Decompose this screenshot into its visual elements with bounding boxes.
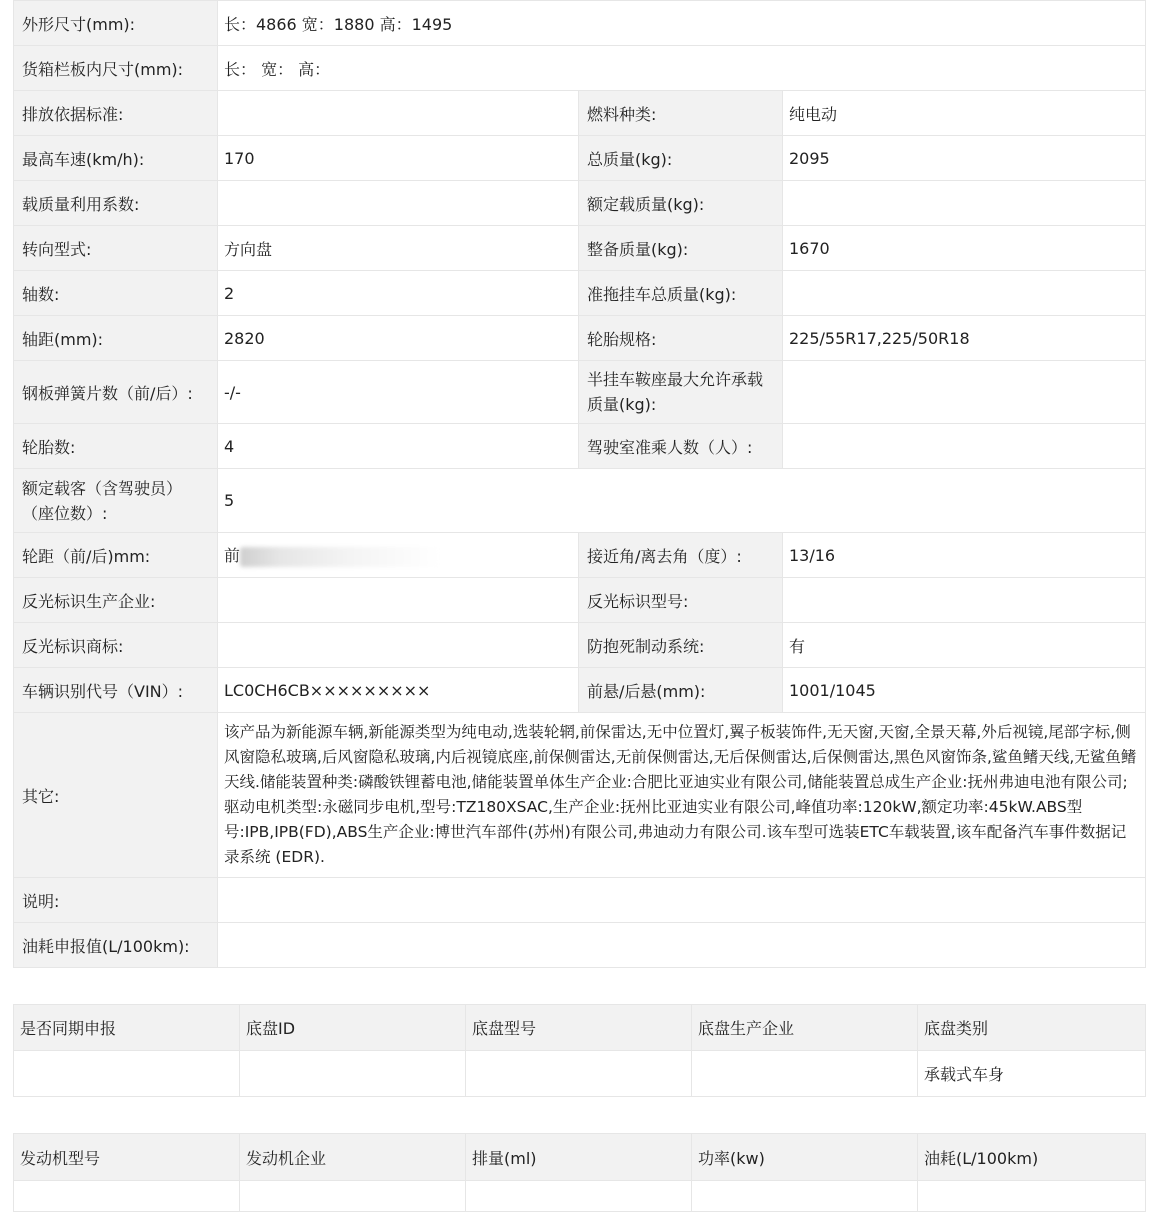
other-value: 该产品为新能源车辆,新能源类型为纯电动,选装轮辋,前保雷达,无中位置灯,翼子板装饰件,无天窗,天窗,全景天幕,外后视镜,尾部字标,侧风窗隐私玻璃,后风窗隐私玻璃,内后视镜底座,前保侧雷达,无前保侧雷达,无后保侧雷达,后保侧雷达,黑色风窗饰条,鲨鱼鳍天线,无鲨鱼鳍天线.储能装置种类:磷酸铁锂蓄电池,储能装置单体生产企业:合肥比亚迪实业有限公司,储能装置总成生产企业:抚州弗迪电池有限公司;驱动电机类型:永磁同步电机,型号:TZ180XSAC,生产企业:抚州比亚迪实业有限公司,峰值功率:120kW,额定功率:45kW.ABS型号:IPB,IPB(FD),ABS生产企业:博世汽车部件(苏州)有限公司,弗迪动力有限公司.该车型可选装ETC车载装置,该车配备汽车事件数据记录系统 (EDR).: [218, 713, 1146, 878]
curb-mass-label: 整备质量(kg):: [579, 226, 783, 271]
overhang-value: 1001/1045: [783, 668, 1146, 713]
vin-value: LC0CH6CB×××××××××: [218, 668, 579, 713]
chassis-cell: 承载式车身: [918, 1051, 1146, 1097]
tire-count-label: 轮胎数:: [14, 424, 218, 469]
abs-value: 有: [783, 623, 1146, 668]
chassis-header-cell: 是否同期申报: [14, 1005, 240, 1051]
fuel-type-label: 燃料种类:: [579, 91, 783, 136]
curb-mass-value: 1670: [783, 226, 1146, 271]
spec-row-speed: [14, 136, 1146, 181]
spec-row-seats: [14, 469, 1146, 533]
chassis-cell: [240, 1051, 466, 1097]
engine-cell: [692, 1181, 918, 1212]
spec-row-load: [14, 181, 1146, 226]
tire-spec-label: 轮胎规格:: [579, 316, 783, 361]
chassis-header-row: [14, 1005, 1146, 1051]
gross-mass-value: 2095: [783, 136, 1146, 181]
spec-row-other: [14, 713, 1146, 878]
emission-label: 排放依据标准:: [14, 91, 218, 136]
chassis-header-cell: 底盘ID: [240, 1005, 466, 1051]
reflect-model-label: 反光标识型号:: [579, 578, 783, 623]
fuel-type-value: 纯电动: [783, 91, 1146, 136]
steering-value: 方向盘: [218, 226, 579, 271]
chassis-header-cell: 底盘类别: [918, 1005, 1146, 1051]
vehicle-spec-page: [13, 0, 1145, 1212]
saddle-label-line2: 质量(kg):: [587, 395, 657, 414]
saddle-label: [579, 361, 783, 424]
chassis-data-row: [14, 1051, 1146, 1097]
engine-cell: [240, 1181, 466, 1212]
engine-cell: [14, 1181, 240, 1212]
engine-cell: [918, 1181, 1146, 1212]
fuel-consumption-label: 油耗申报值(L/100km):: [14, 923, 218, 968]
leaf-spring-label: 钢板弹簧片数（前/后）:: [14, 361, 218, 424]
spec-row-tires: [14, 424, 1146, 469]
cab-passengers-value: [783, 424, 1146, 469]
seats-label-line2: （座位数）:: [22, 503, 108, 523]
chassis-cell: [14, 1051, 240, 1097]
track-value: [218, 533, 579, 578]
engine-header-cell: 排量(ml): [466, 1134, 692, 1181]
gross-mass-label: 总质量(kg):: [579, 136, 783, 181]
tire-spec-value: 225/55R17,225/50R18: [783, 316, 1146, 361]
reflect-brand-label: 反光标识商标:: [14, 623, 218, 668]
track-value-text: 前: [224, 546, 241, 566]
engine-cell: [466, 1181, 692, 1212]
fuel-consumption-value: [218, 923, 1146, 968]
engine-header-cell: 功率(kw): [692, 1134, 918, 1181]
track-label: 轮距（前/后)mm:: [14, 533, 218, 578]
seats-value: 5: [218, 469, 1146, 533]
trailer-mass-value: [783, 271, 1146, 316]
seats-label-line1: 额定载客（含驾驶员）: [22, 478, 183, 498]
reflect-maker-value: [218, 578, 579, 623]
rated-load-value: [783, 181, 1146, 226]
axles-value: 2: [218, 271, 579, 316]
spec-row-vin: [14, 668, 1146, 713]
chassis-cell: [692, 1051, 918, 1097]
load-util-value: [218, 181, 579, 226]
vin-label: 车辆识别代号（VIN）:: [14, 668, 218, 713]
spec-row-dims: [14, 1, 1146, 46]
abs-label: 防抱死制动系统:: [579, 623, 783, 668]
spec-row-steering: [14, 226, 1146, 271]
overhang-label: 前悬/后悬(mm):: [579, 668, 783, 713]
steering-label: 转向型式:: [14, 226, 218, 271]
approach-angle-label: 接近角/离去角（度）:: [579, 533, 783, 578]
dims-label: 外形尺寸(mm):: [14, 1, 218, 46]
reflect-maker-label: 反光标识生产企业:: [14, 578, 218, 623]
chassis-header-cell: 底盘生产企业: [692, 1005, 918, 1051]
chassis-table: [13, 1004, 1146, 1097]
cargo-label: 货箱栏板内尺寸(mm):: [14, 46, 218, 91]
reflect-brand-value: [218, 623, 579, 668]
reflect-model-value: [783, 578, 1146, 623]
engine-header-cell: 发动机型号: [14, 1134, 240, 1181]
note-value: [218, 878, 1146, 923]
spec-row-note: [14, 878, 1146, 923]
other-label: 其它:: [14, 713, 218, 878]
leaf-spring-value: -/-: [218, 361, 579, 424]
cab-passengers-label: 驾驶室准乘人数（人）:: [579, 424, 783, 469]
rated-load-label: 额定载质量(kg):: [579, 181, 783, 226]
spec-row-reflect-brand: [14, 623, 1146, 668]
spec-row-emission: [14, 91, 1146, 136]
spec-row-leaf-spring: [14, 361, 1146, 424]
max-speed-label: 最高车速(km/h):: [14, 136, 218, 181]
wheelbase-value: 2820: [218, 316, 579, 361]
wheelbase-label: 轴距(mm):: [14, 316, 218, 361]
max-speed-value: 170: [218, 136, 579, 181]
engine-header-cell: 发动机企业: [240, 1134, 466, 1181]
saddle-value: [783, 361, 1146, 424]
saddle-label-line1: 半挂车鞍座最大允许承载: [587, 370, 764, 389]
cargo-value: 长： 宽： 高：: [218, 46, 1146, 91]
engine-table: [13, 1133, 1146, 1212]
engine-header-cell: 油耗(L/100km): [918, 1134, 1146, 1181]
tire-count-value: 4: [218, 424, 579, 469]
engine-data-row: [14, 1181, 1146, 1212]
engine-header-row: [14, 1134, 1146, 1181]
chassis-cell: [466, 1051, 692, 1097]
spec-table: [13, 0, 1146, 968]
trailer-mass-label: 准拖挂车总质量(kg):: [579, 271, 783, 316]
spec-row-reflect-maker: [14, 578, 1146, 623]
spec-row-fuel-consumption: [14, 923, 1146, 968]
note-label: 说明:: [14, 878, 218, 923]
spec-row-cargo: [14, 46, 1146, 91]
spec-row-wheelbase: [14, 316, 1146, 361]
axles-label: 轴数:: [14, 271, 218, 316]
chassis-header-cell: 底盘型号: [466, 1005, 692, 1051]
seats-label: [14, 469, 218, 533]
spec-row-axles: [14, 271, 1146, 316]
emission-value: [218, 91, 579, 136]
spec-row-track: [14, 533, 1146, 578]
load-util-label: 载质量利用系数:: [14, 181, 218, 226]
redacted-blur: [240, 547, 440, 567]
approach-angle-value: 13/16: [783, 533, 1146, 578]
dims-value: 长：4866 宽：1880 高：1495: [218, 1, 1146, 46]
